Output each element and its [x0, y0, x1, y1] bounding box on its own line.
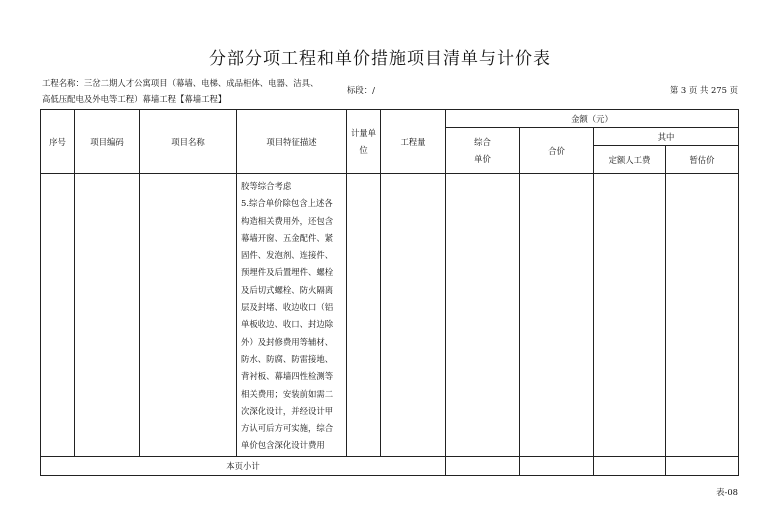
project-name: [42, 75, 342, 107]
description-line: 背衬板、幕墙四性检测等: [241, 371, 334, 382]
header-unit: [347, 110, 381, 174]
subtotal-provisional: [666, 457, 739, 476]
header-unit-line2: 位: [359, 144, 368, 155]
cell-provisional: [666, 174, 739, 457]
description-line: 防水、防腐、防雷接地、: [241, 353, 334, 364]
bill-table: [40, 109, 739, 476]
description-line: 单板收边、收口、封边除: [241, 319, 334, 330]
cell-unit: [347, 174, 381, 457]
form-code: 表-08: [716, 487, 738, 497]
subtotal-unit-price: [446, 457, 520, 476]
cell-unit-price: [446, 174, 520, 457]
cell-qty: [381, 174, 446, 457]
page-info: 第 3 页 共 275 页: [669, 85, 738, 95]
header-amount: 金额（元）: [446, 110, 739, 128]
description-line: 单价包含深化设计费用: [241, 440, 325, 451]
cell-name: [140, 174, 237, 457]
description-line: 次深化设计，并经设计甲: [241, 405, 334, 416]
description-line: 构造相关费用外，还包含: [241, 215, 334, 226]
cell-total: [520, 174, 594, 457]
header-name: 项目名称: [140, 110, 237, 174]
description-line: 胶等综合考虑: [241, 181, 292, 191]
description-line: 外）及封修费用等辅材、: [241, 336, 334, 347]
header-unit-price: [446, 128, 520, 174]
header-code: 项目编码: [75, 110, 140, 174]
subtotal-label: 本页小计: [41, 457, 446, 476]
section-label: 标段：/: [347, 85, 375, 95]
description-line: 方认可后方可实施，综合: [241, 423, 334, 434]
description-line: 预埋件及后置埋件、螺栓: [241, 267, 334, 278]
description-line: 相关费用；安装前如需二: [241, 388, 334, 399]
description-line: 幕墙开窗、五金配件、紧: [241, 232, 334, 243]
page-title: 分部分项工程和单价措施项目清单与计价表: [209, 49, 551, 69]
project-name-line2: 高低压配电及外电等工程）幕墙工程【幕墙工程】: [42, 94, 227, 104]
cell-code: [75, 174, 140, 457]
header-total: 合价: [520, 128, 594, 174]
header-of-which: 其中: [594, 128, 739, 146]
header-qty: 工程量: [381, 110, 446, 174]
description-line: 固件、发泡剂、连接件、: [241, 250, 334, 261]
subtotal-labor: [594, 457, 666, 476]
project-name-line1: 工程名称：三岔二期人才公寓项目（幕墙、电梯、成品柜体、电器、洁具、: [42, 78, 319, 88]
description-line: 5.综合单价除包含上述各: [241, 198, 333, 209]
description-line: 及后切式螺栓、防火隔离: [241, 284, 334, 295]
description-line: 层及封堵、收边收口（铝: [241, 302, 334, 313]
cell-labor: [594, 174, 666, 457]
subtotal-row: [41, 457, 739, 476]
header-unit-price-line2: 单价: [474, 153, 491, 164]
header-unit-line1: 计量单: [350, 127, 377, 138]
header-seq: 序号: [41, 110, 75, 174]
header-unit-price-line1: 综合: [474, 136, 491, 147]
header-row-1: [41, 110, 739, 128]
description-text: [237, 174, 346, 455]
table-row: [41, 174, 739, 457]
cell-desc: [237, 174, 347, 457]
cell-seq: [41, 174, 75, 457]
subtotal-total: [520, 457, 594, 476]
header-desc: 项目特征描述: [237, 110, 347, 174]
header-provisional: 暂估价: [666, 146, 739, 174]
header-labor: 定额人工费: [594, 146, 666, 174]
